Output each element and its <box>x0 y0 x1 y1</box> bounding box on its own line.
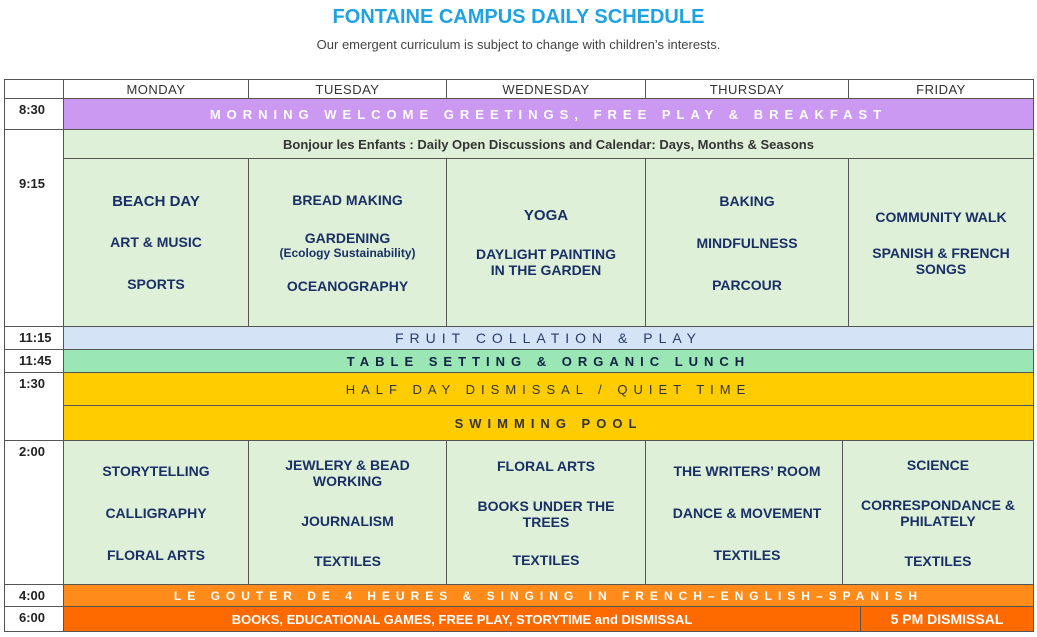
activity: WORKING <box>312 472 383 489</box>
header-corner <box>4 79 64 99</box>
activity: SCIENCE <box>906 456 970 473</box>
time-label: 9:15 <box>4 129 64 327</box>
activity: BREAD MAKING <box>292 191 403 208</box>
activity: BAKING <box>719 192 775 209</box>
morning-wednesday <box>446 158 646 327</box>
activity: COMMUNITY WALK <box>875 208 1007 225</box>
gouter-band: LE GOUTER DE 4 HEURES & SINGING IN FRENCH–ENGLISH–SPANISH <box>63 584 1034 607</box>
day-header-tuesday: TUESDAY <box>248 79 447 99</box>
morning-thursday <box>645 158 849 327</box>
activity: BEACH DAY <box>112 193 200 210</box>
activity: YOGA <box>523 207 569 224</box>
activity: PARCOUR <box>712 276 782 293</box>
activity: TEXTILES <box>713 546 781 563</box>
page-title: FONTAINE CAMPUS DAILY SCHEDULE <box>332 6 705 28</box>
activity: STORYTELLING <box>102 462 210 479</box>
time-label: 8:30 <box>4 98 64 130</box>
activity: PHILATELY <box>900 512 976 529</box>
activity: MINDFULNESS <box>696 234 798 251</box>
day-header-wednesday: WEDNESDAY <box>446 79 646 99</box>
activity: FLORAL ARTS <box>107 546 205 563</box>
activity: SONGS <box>915 260 967 277</box>
bonjour-band: Bonjour les Enfants : Daily Open Discussions and Calendar: Days, Months & Seasons <box>63 129 1034 159</box>
welcome-band: MORNING WELCOME GREETINGS, FREE PLAY & BREAKFAST <box>63 98 1034 130</box>
activity: GARDENING <box>304 229 391 246</box>
activity: JEWLERY & BEAD <box>285 456 410 473</box>
activity: CORRESPONDANCE & <box>860 496 1015 513</box>
activity: IN THE GARDEN <box>490 262 602 278</box>
activity: SPORTS <box>127 276 185 292</box>
activity: (Ecology Sustainability) <box>279 245 416 260</box>
afternoon-tuesday <box>248 440 447 585</box>
activity: TEXTILES <box>904 552 972 569</box>
time-label: 11:45 <box>4 349 64 373</box>
activity: TEXTILES <box>512 551 580 568</box>
lunch-band: TABLE SETTING & ORGANIC LUNCH <box>63 349 1034 373</box>
day-header-friday: FRIDAY <box>848 79 1034 99</box>
activity: THE WRITERS’ ROOM <box>673 462 821 479</box>
page-subtitle: Our emergent curriculum is subject to change with children’s interests. <box>316 37 721 52</box>
activity: FLORAL ARTS <box>497 457 595 474</box>
morning-tuesday <box>248 158 447 327</box>
activity: BOOKS UNDER THE <box>477 497 615 514</box>
pool-band: SWIMMING POOL <box>63 405 1034 441</box>
activity: DAYLIGHT PAINTING <box>475 246 616 262</box>
morning-friday <box>848 158 1034 327</box>
fruit-band: FRUIT COLLATION & PLAY <box>63 326 1034 350</box>
activity: TREES <box>522 513 570 530</box>
books-band: BOOKS, EDUCATIONAL GAMES, FREE PLAY, STORYTIME and DISMISSAL <box>63 606 861 632</box>
activity: SPANISH & FRENCH <box>872 244 1010 261</box>
activity: CALLIGRAPHY <box>105 504 207 521</box>
day-header-monday: MONDAY <box>63 79 249 99</box>
afternoon-monday <box>63 440 249 585</box>
activity: JOURNALISM <box>301 512 394 529</box>
time-label: 1:30 <box>4 372 64 441</box>
afternoon-wednesday <box>446 440 646 585</box>
day-header-thursday: THURSDAY <box>645 79 849 99</box>
activity: TEXTILES <box>314 552 381 569</box>
afternoon-friday <box>842 440 1034 585</box>
schedule-table <box>4 79 1034 633</box>
five-pm-dismissal: 5 PM DISMISSAL <box>860 606 1034 632</box>
halfday-band: HALF DAY DISMISSAL / QUIET TIME <box>63 372 1034 406</box>
morning-monday <box>63 158 249 327</box>
afternoon-thursday <box>645 440 849 585</box>
activity: ART & MUSIC <box>110 234 202 250</box>
activity: DANCE & MOVEMENT <box>672 504 822 521</box>
time-label: 2:00 <box>4 440 64 585</box>
time-label: 4:00 <box>4 584 64 607</box>
time-label: 6:00 <box>4 606 64 632</box>
activity: OCEANOGRAPHY <box>286 277 409 294</box>
time-label: 11:15 <box>4 326 64 350</box>
